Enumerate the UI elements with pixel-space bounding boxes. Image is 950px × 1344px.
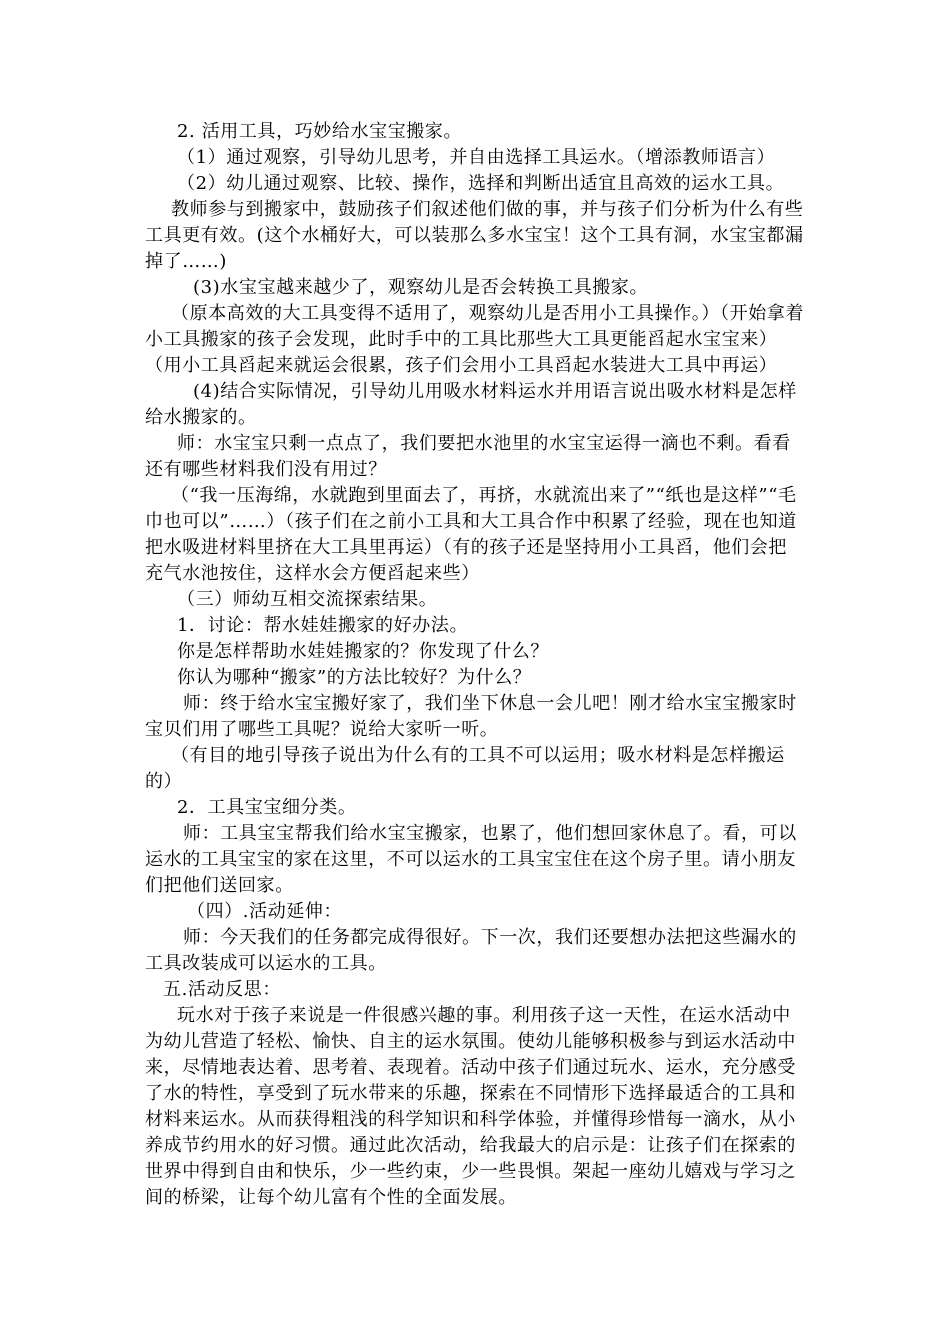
paragraph-children-quotes: （“我一压海绵，水就跑到里面去了，再挤，水就流出来了”“纸也是这样”“毛巾也可以”……）（孩子们在之前小工具和大工具合作中积累了经验，现在也知道把水吸进材料里挤在大工具里再运）（有的孩子还是坚持用小工具舀，他们会把充气水池按住，这样水会方便舀起来些）: [145, 485, 797, 584]
paragraph-section-3-heading: （三）师幼互相交流探索结果。: [177, 589, 438, 610]
paragraph-teacher-tools-home: 师：工具宝宝帮我们给水宝宝搬家，也累了，他们想回家休息了。看，可以运水的工具宝宝的家在这里，不可以运水的工具宝宝住在这个房子里。请小朋友们把他们送回家。: [145, 823, 797, 896]
document-body: [145, 119, 805, 1211]
paragraph-section-2-heading: 2. 活用工具，巧妙给水宝宝搬家。: [177, 121, 463, 142]
paragraph-step-2: （2）幼儿通过观察、比较、操作，选择和判断出适宜且高效的运水工具。: [177, 173, 785, 194]
paragraph-section-5-heading: 五.活动反思：: [163, 979, 281, 1000]
paragraph-teacher-rest: 师：终于给水宝宝搬好家了，我们坐下休息一会儿吧！刚才给水宝宝搬家时宝贝们用了哪些工具呢？说给大家听一听。: [145, 693, 797, 740]
paragraph-reflection: 玩水对于孩子来说是一件很感兴趣的事。利用孩子这一天性，在运水活动中为幼儿营造了轻松、愉快、自主的运水氛围。使幼儿能够积极参与到运水活动中来，尽情地表达着、思考着、表现着。活动中孩子们通过玩水、运水，充分感受了水的特性，享受到了玩水带来的乐趣，探索在不同情形下选择最适合的工具和材料来运水。从而获得粗浅的科学知识和科学体验，并懂得珍惜每一滴水，从小养成节约用水的好习惯。通过此次活动，给我最大的启示是：让孩子们在探索的世界中得到自由和快乐，少一些约束，少一些畏惧。架起一座幼儿嬉戏与学习之间的桥梁，让每个幼儿富有个性的全面发展。: [145, 1005, 796, 1208]
paragraph-question-1: 你是怎样帮助水娃娃搬家的？你发现了什么？: [177, 641, 549, 662]
paragraph-step-3-notes: （原本高效的大工具变得不适用了，观察幼儿是否用小工具操作。）（开始拿着小工具搬家的孩子会发现，此时手中的工具比那些大工具更能舀起水宝宝来）（用小工具舀起来就运会很累，孩子们会用小工具舀起水装进大工具中再运）: [145, 303, 804, 376]
paragraph-step-3: (3)水宝宝越来越少了，观察幼儿是否会转换工具搬家。: [193, 277, 649, 298]
paragraph-teacher-participation: 教师参与到搬家中，鼓励孩子们叙述他们做的事，并与孩子们分析为什么有些工具更有效。(这个水桶好大，可以装那么多水宝宝！这个工具有洞，水宝宝都漏掉了……): [145, 199, 804, 272]
paragraph-guidance-note: （有目的地引导孩子说出为什么有的工具不可以运用；吸水材料是怎样搬运的）: [145, 745, 785, 792]
paragraph-teacher-remaining-water: 师：水宝宝只剩一点点了，我们要把水池里的水宝宝运得一滴也不剩。看看还有哪些材料我们没有用过？: [145, 433, 791, 480]
paragraph-question-2: 你认为哪种“搬家”的方法比较好？为什么？: [177, 667, 532, 688]
paragraph-tool-classification: 2．工具宝宝细分类。: [177, 797, 357, 818]
paragraph-teacher-extension: 师：今天我们的任务都完成得很好。下一次，我们还要想办法把这些漏水的工具改装成可以运水的工具。: [145, 927, 797, 974]
paragraph-section-4-heading: （四）.活动延伸：: [187, 901, 343, 922]
paragraph-discussion: 1．讨论：帮水娃娃搬家的好办法。: [177, 615, 469, 636]
paragraph-step-4: (4)结合实际情况，引导幼儿用吸水材料运水并用语言说出吸水材料是怎样给水搬家的。: [145, 381, 797, 428]
paragraph-step-1: （1）通过观察，引导幼儿思考，并自由选择工具运水。（增添教师语言）: [177, 147, 776, 168]
